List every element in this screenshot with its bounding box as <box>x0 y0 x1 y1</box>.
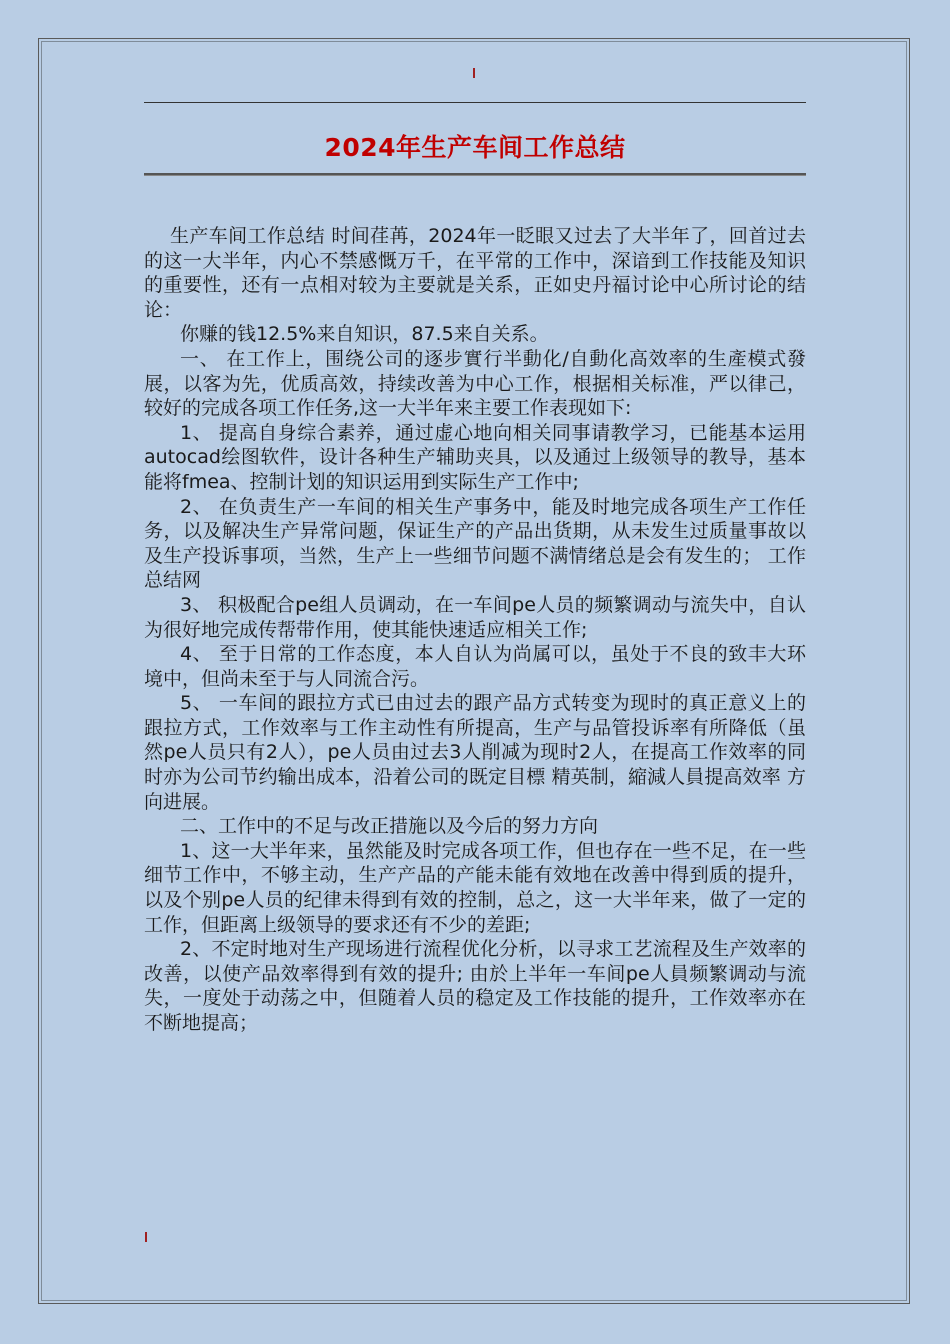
title-rule <box>144 173 806 175</box>
paragraph: 3、 积极配合pe组人员调动，在一车间pe人员的频繁调动与流失中，自认为很好地完成传帮带作用，使其能快速适应相关工作; <box>144 593 806 641</box>
paragraph: 1、 提高自身综合素养，通过虚心地向相关同事请教学习，已能基本运用autocad绘图软件，设计各种生产辅助夹具，以及通过上级领导的教导，基本能将fmea、控制计划的知识运用到实际生产工作中; <box>144 421 806 493</box>
paragraph: 2、不定时地对生产现场进行流程优化分析，以寻求工艺流程及生产效率的改善，以使产品效率得到有效的提升; 由於上半年一车间pe人員频繁调动与流失，一度处于动荡之中，但随着人员的稳定及工作技能的提升，工作效率亦在不断地提高； <box>144 938 806 1034</box>
document-title: 2024年生产车间工作总结 <box>324 133 626 162</box>
paragraph: 5、 一车间的跟拉方式已由过去的跟产品方式转变为现时的真正意义上的跟拉方式，工作效率与工作主动性有所提高，生产与品管投诉率有所降低（虽然pe人员只有2人），pe人员由过去3人削减为现时2人，在提高工作效率的同时亦为公司节约输出成本，沿着公司的既定目標 精英制，縮減人員提高效率 方向进展。 <box>144 692 806 813</box>
header-rule <box>144 102 806 103</box>
paragraph: 一、 在工作上，围绕公司的逐步實行半動化/自動化高效率的生產模式發展，以客为先，优质高效，持续改善为中心工作，根据相关标准，严以律己，较好的完成各项工作任务,这一大半年来主要工作表现如下: <box>144 347 806 420</box>
paragraph: 你赚的钱12.5%来自知识，87.5来自关系。 <box>180 323 549 346</box>
paragraph: 生产车间工作总结 时间荏苒，2024年一眨眼又过去了大半年了，回首过去的这一大半年，内心不禁感慨万千，在平常的工作中，深谙到工作技能及知识的重要性，还有一点相对较为主要就是关系，正如史丹福讨论中心所讨论的结论： <box>144 225 806 321</box>
paragraph: 2、 在负责生产一车间的相关生产事务中，能及时地完成各项生产工作任务，以及解决生产异常问题，保证生产的产品出货期，从未发生过质量事故以及生产投诉事项，当然，生产上一些细节问题不满情绪总是会有发生的； 工作总结网 <box>144 495 806 592</box>
header-cursor-mark <box>473 68 475 78</box>
paragraph: 4、 至于日常的工作态度，本人自认为尚属可以，虽处于不良的致丰大环境中，但尚未至于与人同流合污。 <box>144 643 806 690</box>
paragraph: 1、这一大半年来，虽然能及时完成各项工作，但也存在一些不足，在一些细节工作中，不够主动，生产产品的产能未能有效地在改善中得到质的提升，以及个别pe人员的纪律未得到有效的控制，总之，这一大半年来，做了一定的工作，但距离上级领导的要求还有不少的差距; <box>144 839 806 936</box>
paragraph: 二、工作中的不足与改正措施以及今后的努力方向 <box>180 815 599 838</box>
document-body <box>144 224 806 1036</box>
footer-cursor-mark <box>145 1232 147 1242</box>
